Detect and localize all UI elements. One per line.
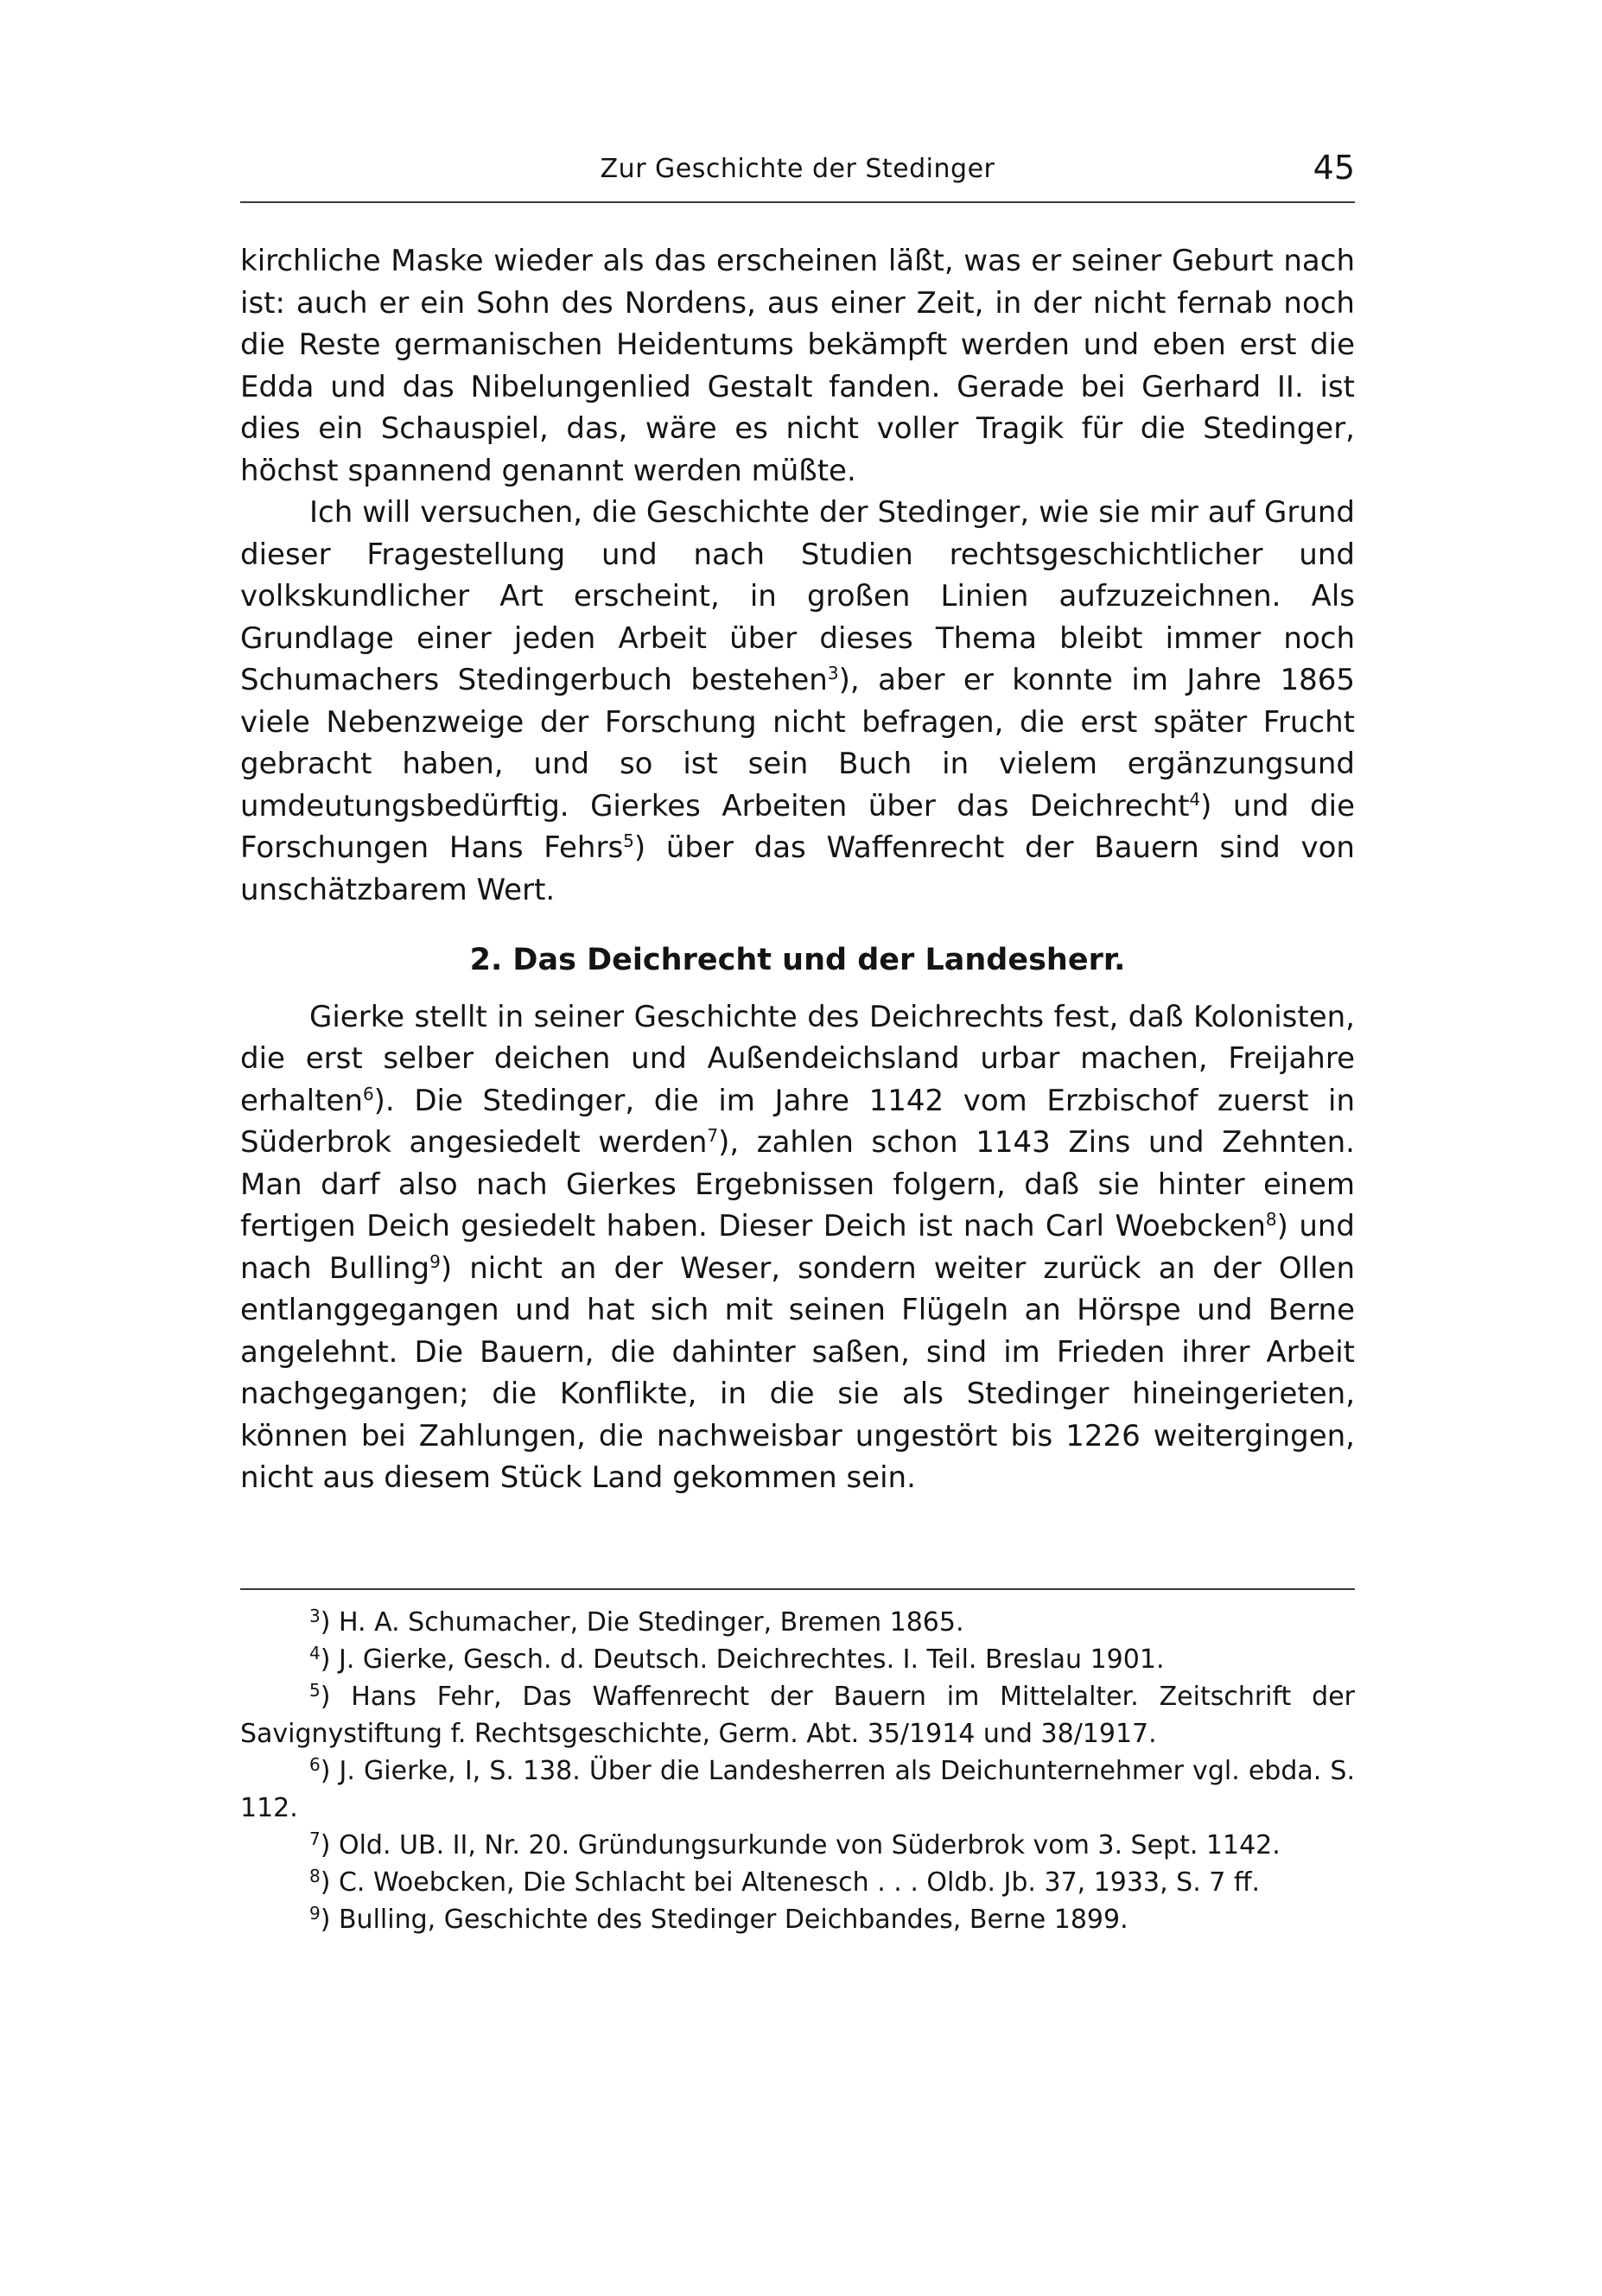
footnote-mark: 7 (309, 1829, 321, 1849)
paragraph-3 (240, 996, 1355, 1499)
footnotes (240, 1604, 1355, 1938)
section-heading: 2. Das Deichrecht und der Landesherr. (469, 943, 1126, 977)
footnote-8 (240, 1864, 1355, 1901)
footnote-mark: 8 (309, 1866, 321, 1886)
footnote-text: ) Old. UB. II, Nr. 20. Gründungsurkunde von Süderbrok vom 3. Sept. 1142. (320, 1830, 1281, 1860)
running-title: Zur Geschichte der Stedinger (600, 154, 995, 184)
paragraph-3-part-e: ) nicht an der Weser, sondern weiter zurück an der Ollen entlanggegangen und hat sich mit seinen Flügeln an Hörspe und Berne angelehnt. Die Bauern, die dahinter saßen, sind im Frieden ihrer Arbeit nachgegangen; die Konflikte, in die sie als Stedinger hineingerieten, können bei Zahlungen, die nachweisbar ungestört bis 1226 weitergingen, nicht aus diesem Stück Land gekommen sein. (240, 1250, 1355, 1495)
paragraph-2-part-b: ), aber er konnte im Jahre 1865 viele Nebenzweige der Forschung nicht befragen, die erst später Frucht gebracht haben, und so ist sein Buch in vielem ergänzungsund umdeutungsbedürftig. Gierkes Arbeiten über das Deichrecht (240, 663, 1355, 824)
footnote-text: ) J. Gierke, I, S. 138. Über die Landesherren als Deichunternehmer vgl. ebda. S. 112. (240, 1756, 1355, 1823)
footnote-mark: 6 (309, 1754, 321, 1775)
footnote-ref-3: 3 (827, 663, 839, 684)
footnote-text: ) Bulling, Geschichte des Stedinger Deichbandes, Berne 1899. (320, 1905, 1128, 1935)
header-rule (240, 201, 1355, 203)
paragraph-3-part-c: ), zahlen schon 1143 Zins und Zehnten. Man darf also nach Gierkes Ergebnissen folgern, daß sie hinter einem fertigen Deich gesiedelt haben. Dieser Deich ist nach Carl Woebcken (240, 1125, 1355, 1243)
paragraph-3-part-b: ). Die Stedinger, die im Jahre 1142 vom Erzbischof zuerst in Süderbrok angesiedelt werden (240, 1083, 1355, 1160)
footnote-mark: 9 (309, 1903, 321, 1924)
footnote-3 (240, 1604, 1355, 1641)
footnote-rule (240, 1588, 1355, 1590)
footnote-6 (240, 1752, 1355, 1827)
footnote-ref-6: 6 (362, 1083, 374, 1104)
running-header (240, 145, 1355, 197)
footnote-ref-5: 5 (623, 830, 634, 851)
paragraph-3-part-d: ) und nach Bulling (240, 1209, 1355, 1286)
footnote-ref-4: 4 (1189, 788, 1201, 810)
footnote-mark: 4 (309, 1643, 321, 1663)
paragraph-2-part-d: ) über das Waffenrecht der Bauern sind von unschätzbarem Wert. (240, 830, 1355, 907)
paragraph-2-part-a: Ich will versuchen, die Geschichte der Stedinger, wie sie mir auf Grund dieser Fragestellung und nach Studien rechtsgeschichtlicher und volkskundlicher Art erscheint, in großen Linien aufzuzeichnen. Als Grundlage einer jeden Arbeit über dieses Thema bleibt immer noch Schumachers Stedingerbuch bestehen (240, 495, 1355, 697)
footnote-text: ) C. Woebcken, Die Schlacht bei Altenesch . . . Oldb. Jb. 37, 1933, S. 7 ff. (320, 1867, 1261, 1898)
footnote-text: ) H. A. Schumacher, Die Stedinger, Bremen 1865. (320, 1607, 964, 1638)
paragraph-1: kirchliche Maske wieder als das erscheinen läßt, was er seiner Geburt nach ist: auch er ein Sohn des Nordens, aus einer Zeit, in der nicht fernab noch die Reste germanischen Heidentums bekämpft werden und eben erst die Edda und das Nibelungenlied Gestalt fanden. Gerade bei Gerhard II. ist dies ein Schauspiel, das, wäre es nicht voller Tragik für die Stedinger, höchst spannend genannt werden müßte. (240, 244, 1355, 488)
footnote-text: ) Hans Fehr, Das Waffenrecht der Bauern im Mittelalter. Zeitschrift der Savignystiftung f. Rechtsgeschichte, Germ. Abt. 35/1914 und 38/1917. (240, 1682, 1355, 1749)
page-number: 45 (1313, 149, 1355, 187)
footnote-5 (240, 1678, 1355, 1752)
footnote-ref-9: 9 (429, 1250, 441, 1272)
footnote-text: ) J. Gierke, Gesch. d. Deutsch. Deichrechtes. I. Teil. Breslau 1901. (320, 1644, 1165, 1675)
paragraph-3-part-a: Gierke stellt in seiner Geschichte des Deichrechts fest, daß Kolonisten, die erst selber deichen und Außendeichsland urbar machen, Freijahre erhalten (240, 999, 1355, 1118)
paragraph-2-part-c: ) und die Forschungen Hans Fehrs (240, 788, 1355, 865)
footnote-4 (240, 1641, 1355, 1678)
footnote-mark: 3 (309, 1606, 321, 1626)
footnote-mark: 5 (309, 1680, 321, 1701)
main-text (240, 240, 1355, 1499)
footnote-ref-7: 7 (707, 1125, 719, 1146)
paragraph-2 (240, 492, 1355, 911)
footnote-7 (240, 1827, 1355, 1864)
footnote-ref-8: 8 (1265, 1209, 1277, 1230)
footnote-9 (240, 1901, 1355, 1938)
